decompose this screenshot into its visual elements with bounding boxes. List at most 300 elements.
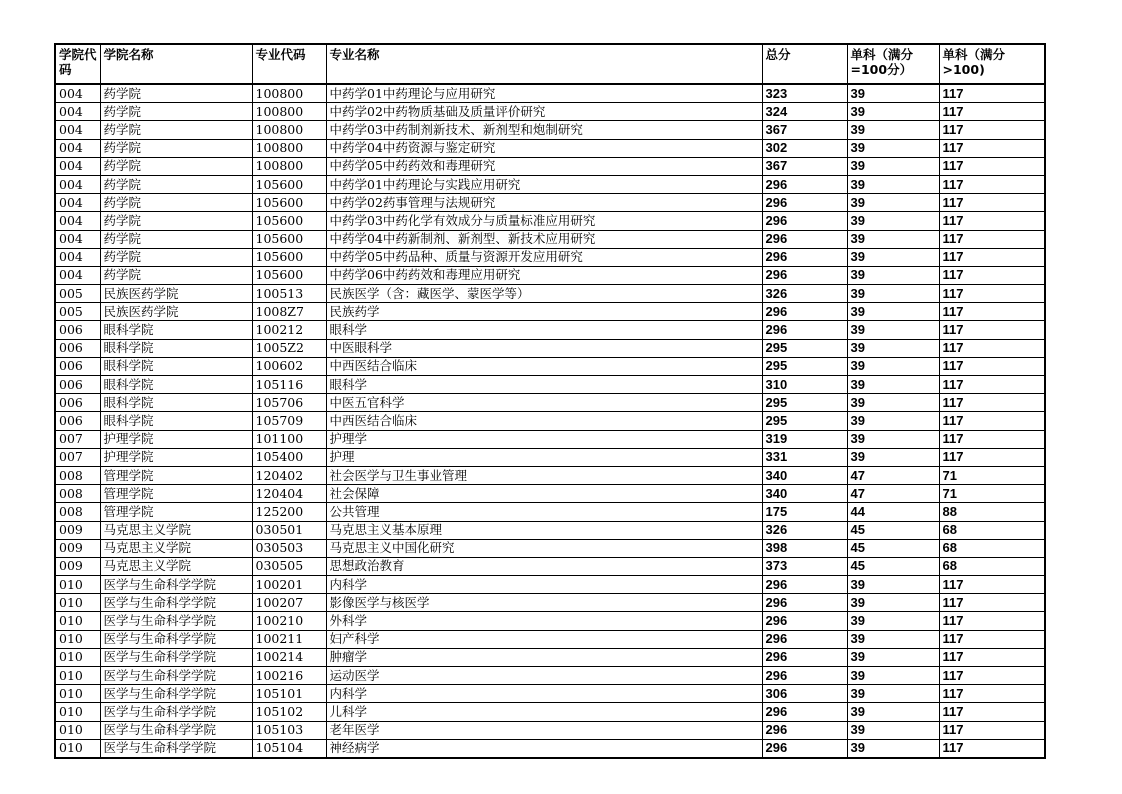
college-name-cell: 药学院 — [100, 121, 252, 139]
major-name-cell: 影像医学与核医学 — [326, 594, 762, 612]
college-name-cell: 医学与生命科学学院 — [100, 594, 252, 612]
total-score-cell: 302 — [762, 139, 847, 157]
college-name-cell: 眼科学院 — [100, 321, 252, 339]
table-row — [55, 466, 1045, 484]
total-score-cell: 319 — [762, 430, 847, 448]
single-over-100-cell: 117 — [939, 139, 1045, 157]
single-over-100-cell: 117 — [939, 339, 1045, 357]
table-row — [55, 539, 1045, 557]
college-code-cell: 006 — [55, 394, 100, 412]
single-over-100-cell: 117 — [939, 212, 1045, 230]
single-over-100-cell: 117 — [939, 412, 1045, 430]
total-score-cell: 296 — [762, 612, 847, 630]
college-name-cell: 护理学院 — [100, 448, 252, 466]
single-over-100-cell: 117 — [939, 266, 1045, 284]
major-code-cell: 105600 — [252, 212, 326, 230]
college-name-cell: 管理学院 — [100, 503, 252, 521]
single-100-cell: 39 — [847, 630, 939, 648]
score-table-sheet — [54, 43, 1044, 759]
college-name-cell: 医学与生命科学学院 — [100, 648, 252, 666]
single-100-cell: 39 — [847, 648, 939, 666]
college-name-cell: 管理学院 — [100, 485, 252, 503]
header-total-score: 总分 — [762, 44, 847, 84]
single-100-cell: 39 — [847, 321, 939, 339]
major-name-cell: 社会保障 — [326, 485, 762, 503]
single-over-100-cell: 71 — [939, 466, 1045, 484]
college-name-cell: 眼科学院 — [100, 376, 252, 394]
major-name-cell: 思想政治教育 — [326, 557, 762, 575]
major-code-cell: 100211 — [252, 630, 326, 648]
major-code-cell: 100212 — [252, 321, 326, 339]
table-row — [55, 612, 1045, 630]
total-score-cell: 295 — [762, 339, 847, 357]
single-100-cell: 39 — [847, 357, 939, 375]
single-over-100-cell: 117 — [939, 703, 1045, 721]
table-row — [55, 412, 1045, 430]
major-name-cell: 民族医学（含：藏医学、蒙医学等） — [326, 285, 762, 303]
total-score-cell: 296 — [762, 266, 847, 284]
major-code-cell: 105103 — [252, 721, 326, 739]
college-name-cell: 马克思主义学院 — [100, 521, 252, 539]
major-name-cell: 中药学04中药新制剂、新剂型、新技术应用研究 — [326, 230, 762, 248]
single-100-cell: 44 — [847, 503, 939, 521]
total-score-cell: 296 — [762, 594, 847, 612]
major-name-cell: 儿科学 — [326, 703, 762, 721]
college-name-cell: 眼科学院 — [100, 339, 252, 357]
single-100-cell: 39 — [847, 230, 939, 248]
major-code-cell: 120404 — [252, 485, 326, 503]
single-100-cell: 39 — [847, 248, 939, 266]
single-over-100-cell: 117 — [939, 594, 1045, 612]
major-name-cell: 社会医学与卫生事业管理 — [326, 466, 762, 484]
college-name-cell: 医学与生命科学学院 — [100, 630, 252, 648]
college-code-cell: 007 — [55, 430, 100, 448]
single-over-100-cell: 117 — [939, 121, 1045, 139]
single-over-100-cell: 71 — [939, 485, 1045, 503]
college-code-cell: 010 — [55, 648, 100, 666]
single-100-cell: 45 — [847, 539, 939, 557]
single-over-100-cell: 117 — [939, 448, 1045, 466]
total-score-cell: 326 — [762, 521, 847, 539]
college-code-cell: 006 — [55, 412, 100, 430]
major-name-cell: 眼科学 — [326, 376, 762, 394]
single-over-100-cell: 88 — [939, 503, 1045, 521]
college-code-cell: 009 — [55, 557, 100, 575]
table-row — [55, 139, 1045, 157]
single-100-cell: 39 — [847, 303, 939, 321]
table-row — [55, 357, 1045, 375]
major-code-cell: 105600 — [252, 230, 326, 248]
single-over-100-cell: 68 — [939, 521, 1045, 539]
single-over-100-cell: 117 — [939, 721, 1045, 739]
single-100-cell: 39 — [847, 576, 939, 594]
college-code-cell: 004 — [55, 194, 100, 212]
college-code-cell: 010 — [55, 630, 100, 648]
college-name-cell: 医学与生命科学学院 — [100, 685, 252, 703]
total-score-cell: 324 — [762, 103, 847, 121]
total-score-cell: 326 — [762, 285, 847, 303]
college-code-cell: 009 — [55, 539, 100, 557]
major-code-cell: 105101 — [252, 685, 326, 703]
header-college-name: 学院名称 — [100, 44, 252, 84]
single-100-cell: 39 — [847, 84, 939, 103]
single-100-cell: 39 — [847, 721, 939, 739]
single-over-100-cell: 117 — [939, 630, 1045, 648]
single-over-100-cell: 117 — [939, 321, 1045, 339]
major-code-cell: 105600 — [252, 175, 326, 193]
single-100-cell: 39 — [847, 376, 939, 394]
major-code-cell: 100800 — [252, 84, 326, 103]
table-row — [55, 557, 1045, 575]
college-name-cell: 医学与生命科学学院 — [100, 739, 252, 758]
single-over-100-cell: 68 — [939, 557, 1045, 575]
table-row — [55, 648, 1045, 666]
college-code-cell: 009 — [55, 521, 100, 539]
total-score-cell: 340 — [762, 485, 847, 503]
total-score-cell: 296 — [762, 303, 847, 321]
total-score-cell: 296 — [762, 630, 847, 648]
total-score-cell: 296 — [762, 576, 847, 594]
college-code-cell: 006 — [55, 376, 100, 394]
major-name-cell: 中药学06中药药效和毒理应用研究 — [326, 266, 762, 284]
single-100-cell: 39 — [847, 139, 939, 157]
single-100-cell: 39 — [847, 412, 939, 430]
single-100-cell: 39 — [847, 685, 939, 703]
table-row — [55, 594, 1045, 612]
college-name-cell: 马克思主义学院 — [100, 557, 252, 575]
single-100-cell: 39 — [847, 121, 939, 139]
single-100-cell: 39 — [847, 103, 939, 121]
total-score-cell: 296 — [762, 248, 847, 266]
college-name-cell: 医学与生命科学学院 — [100, 667, 252, 685]
table-row — [55, 212, 1045, 230]
college-name-cell: 药学院 — [100, 230, 252, 248]
table-row — [55, 266, 1045, 284]
table-row — [55, 303, 1045, 321]
table-row — [55, 84, 1045, 103]
major-code-cell: 100216 — [252, 667, 326, 685]
single-100-cell: 39 — [847, 703, 939, 721]
college-code-cell: 004 — [55, 230, 100, 248]
table-row — [55, 485, 1045, 503]
table-row — [55, 248, 1045, 266]
single-over-100-cell: 117 — [939, 648, 1045, 666]
major-code-cell: 105600 — [252, 194, 326, 212]
total-score-cell: 296 — [762, 194, 847, 212]
major-code-cell: 100800 — [252, 139, 326, 157]
total-score-cell: 323 — [762, 84, 847, 103]
college-code-cell: 010 — [55, 685, 100, 703]
major-code-cell: 100207 — [252, 594, 326, 612]
college-code-cell: 008 — [55, 485, 100, 503]
major-code-cell: 105102 — [252, 703, 326, 721]
header-major-code: 专业代码 — [252, 44, 326, 84]
major-code-cell: 100214 — [252, 648, 326, 666]
college-name-cell: 马克思主义学院 — [100, 539, 252, 557]
college-name-cell: 药学院 — [100, 212, 252, 230]
college-code-cell: 004 — [55, 212, 100, 230]
college-code-cell: 010 — [55, 739, 100, 758]
single-100-cell: 39 — [847, 339, 939, 357]
major-name-cell: 中药学01中药理论与实践应用研究 — [326, 175, 762, 193]
major-code-cell: 1005Z2 — [252, 339, 326, 357]
single-100-cell: 47 — [847, 485, 939, 503]
major-code-cell: 105600 — [252, 248, 326, 266]
major-code-cell: 100201 — [252, 576, 326, 594]
single-100-cell: 39 — [847, 212, 939, 230]
single-100-cell: 39 — [847, 194, 939, 212]
college-name-cell: 药学院 — [100, 248, 252, 266]
single-over-100-cell: 117 — [939, 175, 1045, 193]
college-code-cell: 010 — [55, 612, 100, 630]
college-code-cell: 010 — [55, 703, 100, 721]
single-100-cell: 39 — [847, 430, 939, 448]
major-name-cell: 马克思主义基本原理 — [326, 521, 762, 539]
header-row — [55, 44, 1045, 84]
college-name-cell: 医学与生命科学学院 — [100, 576, 252, 594]
total-score-cell: 340 — [762, 466, 847, 484]
single-100-cell: 45 — [847, 557, 939, 575]
major-name-cell: 中西医结合临床 — [326, 357, 762, 375]
single-over-100-cell: 117 — [939, 248, 1045, 266]
major-code-cell: 100800 — [252, 103, 326, 121]
major-code-cell: 1008Z7 — [252, 303, 326, 321]
total-score-cell: 296 — [762, 648, 847, 666]
table-body — [55, 84, 1045, 758]
table-row — [55, 721, 1045, 739]
college-code-cell: 004 — [55, 84, 100, 103]
table-row — [55, 739, 1045, 758]
score-table — [54, 43, 1046, 759]
single-over-100-cell: 117 — [939, 576, 1045, 594]
table-row — [55, 685, 1045, 703]
table-row — [55, 103, 1045, 121]
total-score-cell: 296 — [762, 212, 847, 230]
major-name-cell: 肿瘤学 — [326, 648, 762, 666]
major-name-cell: 老年医学 — [326, 721, 762, 739]
table-row — [55, 667, 1045, 685]
single-over-100-cell: 117 — [939, 612, 1045, 630]
table-row — [55, 230, 1045, 248]
table-row — [55, 576, 1045, 594]
college-name-cell: 眼科学院 — [100, 412, 252, 430]
major-code-cell: 105116 — [252, 376, 326, 394]
total-score-cell: 310 — [762, 376, 847, 394]
table-row — [55, 157, 1045, 175]
single-over-100-cell: 117 — [939, 376, 1045, 394]
single-over-100-cell: 117 — [939, 739, 1045, 758]
major-name-cell: 眼科学 — [326, 321, 762, 339]
major-name-cell: 中西医结合临床 — [326, 412, 762, 430]
major-name-cell: 内科学 — [326, 685, 762, 703]
major-code-cell: 030505 — [252, 557, 326, 575]
major-name-cell: 中药学03中药化学有效成分与质量标准应用研究 — [326, 212, 762, 230]
header-single-over-100: 单科（满分>100) — [939, 44, 1045, 84]
single-100-cell: 39 — [847, 448, 939, 466]
single-over-100-cell: 117 — [939, 667, 1045, 685]
major-code-cell: 100800 — [252, 121, 326, 139]
single-over-100-cell: 117 — [939, 685, 1045, 703]
college-name-cell: 药学院 — [100, 139, 252, 157]
table-row — [55, 376, 1045, 394]
total-score-cell: 296 — [762, 667, 847, 685]
college-code-cell: 010 — [55, 721, 100, 739]
header-single-100: 单科（满分=100分） — [847, 44, 939, 84]
college-name-cell: 药学院 — [100, 84, 252, 103]
major-code-cell: 100513 — [252, 285, 326, 303]
total-score-cell: 331 — [762, 448, 847, 466]
major-name-cell: 内科学 — [326, 576, 762, 594]
table-row — [55, 321, 1045, 339]
single-over-100-cell: 117 — [939, 285, 1045, 303]
single-100-cell: 39 — [847, 157, 939, 175]
table-row — [55, 430, 1045, 448]
major-name-cell: 妇产科学 — [326, 630, 762, 648]
college-code-cell: 004 — [55, 157, 100, 175]
single-over-100-cell: 117 — [939, 194, 1045, 212]
table-row — [55, 703, 1045, 721]
major-name-cell: 马克思主义中国化研究 — [326, 539, 762, 557]
single-100-cell: 47 — [847, 466, 939, 484]
major-code-cell: 030501 — [252, 521, 326, 539]
single-over-100-cell: 117 — [939, 230, 1045, 248]
total-score-cell: 373 — [762, 557, 847, 575]
table-row — [55, 194, 1045, 212]
college-name-cell: 药学院 — [100, 175, 252, 193]
single-over-100-cell: 68 — [939, 539, 1045, 557]
college-code-cell: 004 — [55, 266, 100, 284]
table-row — [55, 521, 1045, 539]
single-100-cell: 39 — [847, 266, 939, 284]
table-row — [55, 175, 1045, 193]
college-code-cell: 004 — [55, 121, 100, 139]
single-100-cell: 39 — [847, 175, 939, 193]
college-code-cell: 004 — [55, 175, 100, 193]
college-name-cell: 医学与生命科学学院 — [100, 721, 252, 739]
college-code-cell: 005 — [55, 303, 100, 321]
major-code-cell: 120402 — [252, 466, 326, 484]
total-score-cell: 295 — [762, 357, 847, 375]
major-code-cell: 105706 — [252, 394, 326, 412]
college-code-cell: 005 — [55, 285, 100, 303]
college-name-cell: 医学与生命科学学院 — [100, 612, 252, 630]
major-code-cell: 125200 — [252, 503, 326, 521]
total-score-cell: 296 — [762, 739, 847, 758]
single-100-cell: 39 — [847, 667, 939, 685]
single-over-100-cell: 117 — [939, 157, 1045, 175]
college-code-cell: 010 — [55, 667, 100, 685]
total-score-cell: 296 — [762, 321, 847, 339]
college-name-cell: 医学与生命科学学院 — [100, 703, 252, 721]
major-name-cell: 中药学04中药资源与鉴定研究 — [326, 139, 762, 157]
header-major-name: 专业名称 — [326, 44, 762, 84]
single-100-cell: 39 — [847, 285, 939, 303]
single-over-100-cell: 117 — [939, 84, 1045, 103]
college-code-cell: 006 — [55, 339, 100, 357]
major-name-cell: 中药学02中药物质基础及质量评价研究 — [326, 103, 762, 121]
major-name-cell: 中药学02药事管理与法规研究 — [326, 194, 762, 212]
single-over-100-cell: 117 — [939, 430, 1045, 448]
major-name-cell: 中药学01中药理论与应用研究 — [326, 84, 762, 103]
single-100-cell: 39 — [847, 394, 939, 412]
college-name-cell: 药学院 — [100, 266, 252, 284]
table-row — [55, 339, 1045, 357]
total-score-cell: 295 — [762, 394, 847, 412]
college-code-cell: 010 — [55, 576, 100, 594]
single-over-100-cell: 117 — [939, 394, 1045, 412]
major-name-cell: 中药学03中药制剂新技术、新剂型和炮制研究 — [326, 121, 762, 139]
table-row — [55, 285, 1045, 303]
college-code-cell: 004 — [55, 139, 100, 157]
major-name-cell: 护理学 — [326, 430, 762, 448]
single-100-cell: 39 — [847, 594, 939, 612]
college-code-cell: 010 — [55, 594, 100, 612]
total-score-cell: 296 — [762, 230, 847, 248]
college-name-cell: 民族医药学院 — [100, 303, 252, 321]
major-code-cell: 100800 — [252, 157, 326, 175]
college-name-cell: 护理学院 — [100, 430, 252, 448]
major-name-cell: 护理 — [326, 448, 762, 466]
college-name-cell: 药学院 — [100, 194, 252, 212]
total-score-cell: 367 — [762, 157, 847, 175]
table-row — [55, 121, 1045, 139]
major-name-cell: 中药学05中药药效和毒理研究 — [326, 157, 762, 175]
major-name-cell: 公共管理 — [326, 503, 762, 521]
table-row — [55, 503, 1045, 521]
major-name-cell: 民族药学 — [326, 303, 762, 321]
single-100-cell: 39 — [847, 612, 939, 630]
single-over-100-cell: 117 — [939, 357, 1045, 375]
major-code-cell: 101100 — [252, 430, 326, 448]
table-row — [55, 448, 1045, 466]
total-score-cell: 296 — [762, 721, 847, 739]
major-code-cell: 100210 — [252, 612, 326, 630]
single-100-cell: 45 — [847, 521, 939, 539]
major-code-cell: 105104 — [252, 739, 326, 758]
major-name-cell: 中医五官科学 — [326, 394, 762, 412]
college-code-cell: 007 — [55, 448, 100, 466]
total-score-cell: 296 — [762, 703, 847, 721]
total-score-cell: 175 — [762, 503, 847, 521]
college-code-cell: 006 — [55, 357, 100, 375]
college-code-cell: 008 — [55, 503, 100, 521]
single-over-100-cell: 117 — [939, 303, 1045, 321]
major-code-cell: 030503 — [252, 539, 326, 557]
college-name-cell: 管理学院 — [100, 466, 252, 484]
table-row — [55, 394, 1045, 412]
college-name-cell: 民族医药学院 — [100, 285, 252, 303]
total-score-cell: 398 — [762, 539, 847, 557]
major-code-cell: 105600 — [252, 266, 326, 284]
header-college-code: 学院代码 — [55, 44, 100, 84]
major-name-cell: 神经病学 — [326, 739, 762, 758]
table-row — [55, 630, 1045, 648]
major-code-cell: 105400 — [252, 448, 326, 466]
major-code-cell: 100602 — [252, 357, 326, 375]
major-name-cell: 中药学05中药品种、质量与资源开发应用研究 — [326, 248, 762, 266]
college-code-cell: 006 — [55, 321, 100, 339]
college-name-cell: 眼科学院 — [100, 394, 252, 412]
single-100-cell: 39 — [847, 739, 939, 758]
total-score-cell: 295 — [762, 412, 847, 430]
major-name-cell: 运动医学 — [326, 667, 762, 685]
college-code-cell: 004 — [55, 248, 100, 266]
total-score-cell: 367 — [762, 121, 847, 139]
college-code-cell: 008 — [55, 466, 100, 484]
college-name-cell: 药学院 — [100, 103, 252, 121]
college-code-cell: 004 — [55, 103, 100, 121]
major-code-cell: 105709 — [252, 412, 326, 430]
